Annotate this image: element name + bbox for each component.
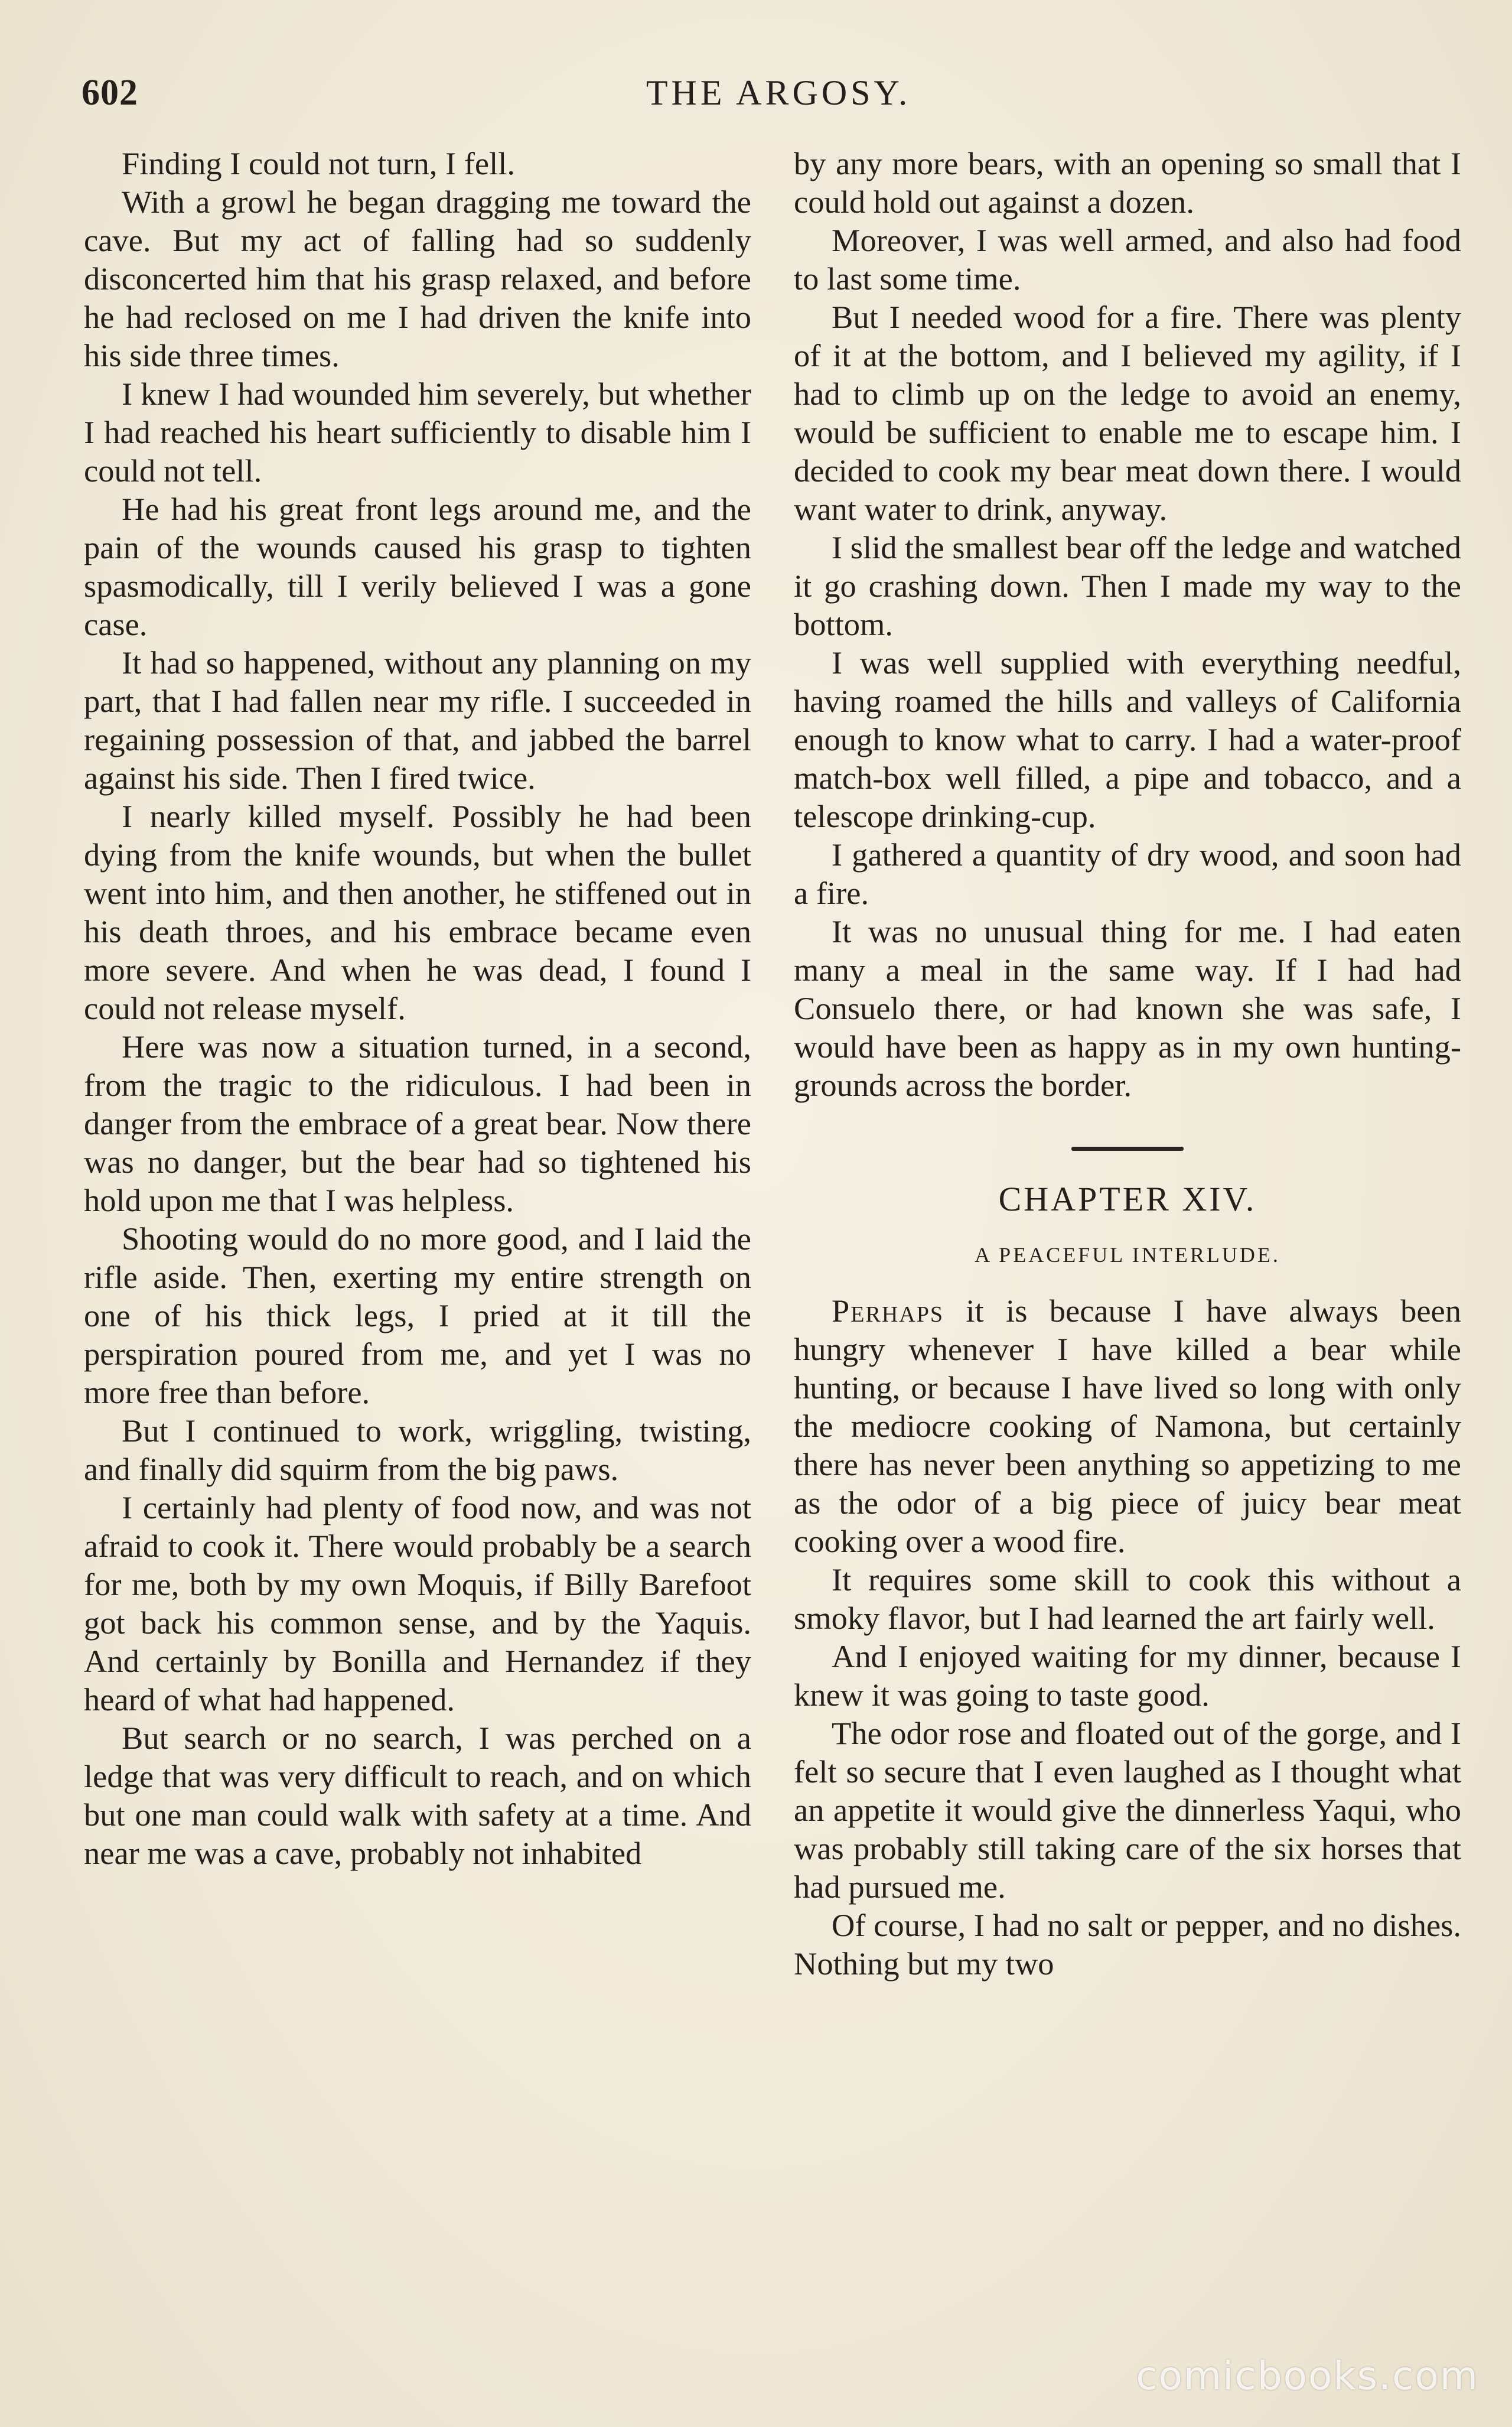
paragraph: It requires some skill to cook this without a smoky flavor, but I had learned the art fairly well. (794, 1561, 1461, 1636)
paragraph: But search or no search, I was perched on a ledge that was very difficult to reach, and on which but one man could walk with safety at a time. And near me was a cave, probably not inhabited (84, 1720, 751, 1871)
paragraph: It was no unusual thing for me. I had eaten many a meal in the same way. If I had had Consuelo there, or had known she was safe, I would have been as happy as in my own hunting-grounds across the border. (794, 913, 1461, 1103)
paragraph: I knew I had wounded him severely, but whether I had reached his heart sufficiently to disable him I could not tell. (84, 376, 751, 489)
chapter-title: CHAPTER XIV. (998, 1180, 1257, 1218)
left-column (84, 144, 751, 1872)
lead-word: Perhaps (832, 1293, 944, 1329)
page-number: 602 (82, 73, 138, 113)
paragraph: He had his great front legs around me, and the pain of the wounds caused his grasp to tighten spasmodically, till I verily believed I was a gone case. (84, 491, 751, 642)
paragraph: Of course, I had no salt or pepper, and no dishes. Nothing but my two (794, 1907, 1461, 1982)
paragraph: I certainly had plenty of food now, and was not afraid to cook it. There would probably be a search for me, both by my own Moquis, if Billy Barefoot got back his common sense, and by the Yaquis. And certainly by Bonilla and Hernandez if they heard of what had happened. (84, 1489, 751, 1717)
opening-text: it is because I have always been hungry whenever I have killed a bear while hunting, or because I have lived so long with only the mediocre cooking of Namona, but certainly there has never been anything so appetizing to me as the odor of a big piece of juicy bear meat cooking over a wood fire. (794, 1293, 1461, 1559)
magazine-title: THE ARGOSY. (646, 73, 911, 112)
paragraph: I slid the smallest bear off the ledge and watched it go crashing down. Then I made my way to the bottom. (794, 529, 1461, 642)
paragraph: Here was now a situation turned, in a second, from the tragic to the ridiculous. I had been in danger from the embrace of a great bear. Now there was no danger, but the bear had so tightened his hold upon me that I was helpless. (84, 1029, 751, 1218)
paragraph: But I needed wood for a fire. There was plenty of it at the bottom, and I believed my agility, if I had to climb up on the ledge to avoid an enemy, would be sufficient to enable me to escape him. I decided to cook my bear meat down there. I would want water to drink, anyway. (794, 299, 1461, 527)
paragraph: And I enjoyed waiting for my dinner, because I knew it was going to taste good. (794, 1638, 1461, 1713)
paragraph: The odor rose and floated out of the gorge, and I felt so secure that I even laughed as I thought what an appetite it would give the dinnerless Yaqui, who was probably still taking care of the six horses that had pursued me. (794, 1715, 1461, 1905)
paragraph: I nearly killed myself. Possibly he had been dying from the knife wounds, but when the bullet went into him, and then another, he stiffened out in his death throes, and his embrace became even more severe. And when he was dead, I found I could not release myself. (84, 798, 751, 1026)
paragraph: With a growl he began dragging me toward the cave. But my act of falling had so suddenly disconcerted him that his grasp relaxed, and before he had reclosed on me I had driven the knife into his side three times. (84, 184, 751, 373)
paragraph: But I continued to work, wriggling, twisting, and finally did squirm from the big paws. (84, 1413, 751, 1487)
paragraph: Moreover, I was well armed, and also had food to last some time. (794, 222, 1461, 297)
section-divider (1071, 1147, 1184, 1151)
watermark: comicbooks.com (1136, 2353, 1479, 2399)
paragraph: Shooting would do no more good, and I laid the rifle aside. Then, exerting my entire strength on one of his thick legs, I pried at it till the perspiration poured from me, and yet I was no more free than before. (84, 1221, 751, 1410)
paragraph: I was well supplied with everything needful, having roamed the hills and valleys of California enough to know what to carry. I had a water-proof match-box well filled, a pipe and tobacco, and a telescope drinking-cup. (794, 645, 1461, 834)
continued-paragraph: by any more bears, with an opening so small that I could hold out against a dozen. (794, 145, 1461, 220)
paragraph: Finding I could not turn, I fell. (122, 145, 516, 181)
running-head (82, 66, 1475, 119)
chapter-opening-paragraph (794, 1291, 1461, 1560)
chapter-subtitle: A PEACEFUL INTERLUDE. (975, 1243, 1280, 1267)
paragraph: I gathered a quantity of dry wood, and soon had a fire. (794, 837, 1461, 911)
paragraph: It had so happened, without any planning on my part, that I had fallen near my rifle. I succeeded in regaining possession of that, and jabbed the barrel against his side. Then I fired twice. (84, 645, 751, 796)
right-column (794, 144, 1461, 1983)
